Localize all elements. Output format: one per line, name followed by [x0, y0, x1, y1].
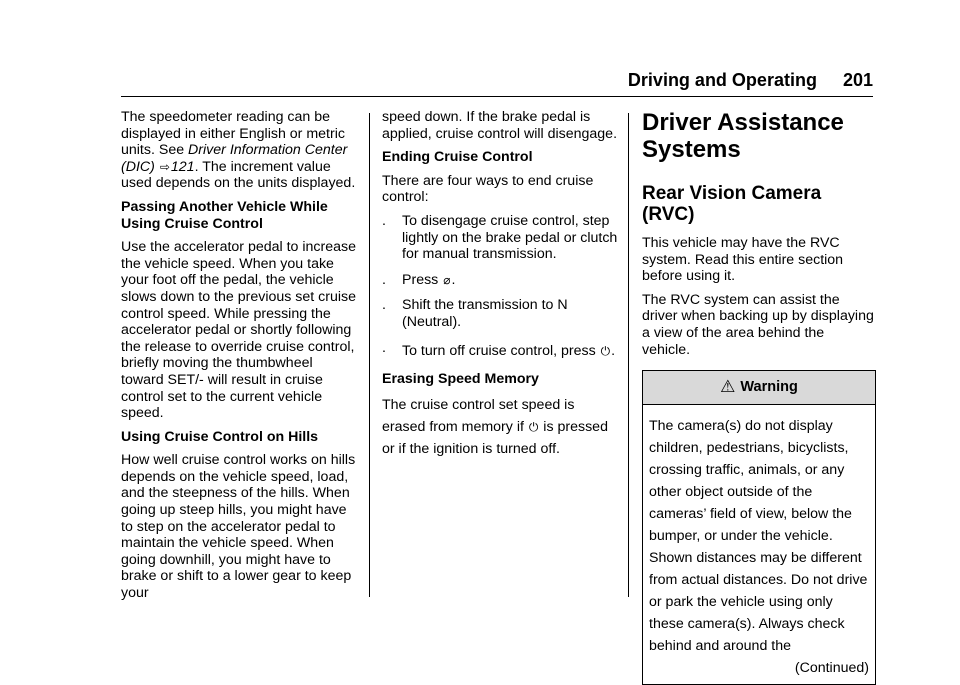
list-item [382, 297, 618, 330]
list-item-text: Shift the transmission to N (Neutral). [402, 297, 568, 330]
column-divider [628, 113, 629, 597]
list-item-text [402, 272, 618, 289]
column-divider [369, 113, 370, 597]
section-title: Driver Assistance Systems [642, 109, 844, 163]
list-item-text-part: . [611, 342, 616, 359]
list-item-text: To disengage cruise control, step lightly on the brake pedal or clutch for manual transmission. [402, 212, 618, 263]
paragraph-ending: There are four ways to end cruise control: [382, 172, 594, 206]
paragraph-erasing [382, 394, 618, 460]
page-ref-number[interactable]: 121 [170, 158, 195, 175]
paragraph-text: . The increment value used depends on the units displayed. [121, 158, 356, 192]
list-item [382, 272, 618, 289]
warning-text: The camera(s) do not display children, pedestrians, bicyclists, crossing traffic, animals, or any other object outside of the cameras’ field of view, below the bumper, or under the vehicle. Shown distances may be different from actual distances. Do not drive or park the vehicle using only these camera(s). Always check behind and around the [649, 418, 868, 655]
paragraph-hills: How well cruise control works on hills depends on the vehicle speed, load, and the steepness of the hills. When going up steep hills, you might have to step on the accelerator pedal to maintain the vehicle speed. When going downhill, you might have to brake or shift to a lower gear to keep your [121, 452, 356, 602]
warning-header [643, 371, 875, 405]
dic-link[interactable]: Driver Information Center (DIC) [121, 142, 348, 175]
paragraph-text: The cruise control set speed is erased from memory if [382, 397, 575, 436]
paragraph-text: is pressed or if the ignition is turned off. [382, 419, 608, 458]
bullet-dot: . [382, 212, 386, 229]
page-ref-arrow-icon: ⇨ [159, 159, 170, 174]
paragraph-speedometer [121, 109, 357, 192]
warning-icon: ⚠ [720, 377, 736, 397]
paragraph-passing: Use the accelerator pedal to increase the vehicle speed. When you take your foot off the pedal, the vehicle slows down to the previous set cruise control speed. While pressing the accelerator pedal or shortly following the release to override cruise control, briefly moving the thumbwheel toward SET/- will result in cruise control set to the current vehicle speed. [121, 239, 357, 422]
list-item-text-part: Press [402, 271, 443, 288]
cruise-power-icon: ⏻ [528, 420, 539, 435]
list-item-text [402, 340, 618, 362]
list-item [382, 340, 618, 362]
paragraph-rvc-intro: This vehicle may have the RVC system. Read this entire section before using it. [642, 235, 844, 285]
warning-body [643, 405, 875, 684]
column-2 [382, 109, 618, 467]
bullet-dot: . [382, 339, 386, 356]
warning-box [642, 370, 876, 685]
header-section-title: Driving and Operating [627, 70, 817, 90]
list-item-text-part: . [451, 271, 456, 288]
list-item-text-part: To turn off cruise control, press [402, 342, 600, 359]
column-1 [121, 109, 357, 609]
column-3 [642, 109, 876, 685]
paragraph-continued: speed down. If the brake pedal is applied, cruise control will disengage. [382, 109, 618, 142]
warning-title: Warning [740, 379, 798, 396]
heading-ending: Ending Cruise Control [382, 149, 533, 166]
bullet-dot: . [382, 271, 386, 288]
page-header [121, 70, 873, 97]
paragraph-rvc-assist: The RVC system can assist the driver when backing up by displaying a view of the area behind the vehicle. [642, 291, 874, 358]
page-number: 201 [842, 70, 873, 90]
heading-erasing: Erasing Speed Memory [382, 370, 539, 387]
heading-hills: Using Cruise Control on Hills [121, 428, 319, 445]
list-item [382, 213, 618, 263]
continued-label: (Continued) [794, 660, 869, 677]
bullet-dot: . [382, 297, 386, 314]
paragraph-text: The speedometer reading can be displayed in either English or metric units. See [121, 109, 345, 159]
subsection-title: Rear Vision Camera (RVC) [642, 183, 822, 225]
heading-passing: Passing Another Vehicle While Using Cruise Control [121, 198, 328, 232]
cruise-cancel-icon: ⌀ [443, 272, 451, 287]
cruise-power-icon: ⏻ [600, 343, 611, 358]
